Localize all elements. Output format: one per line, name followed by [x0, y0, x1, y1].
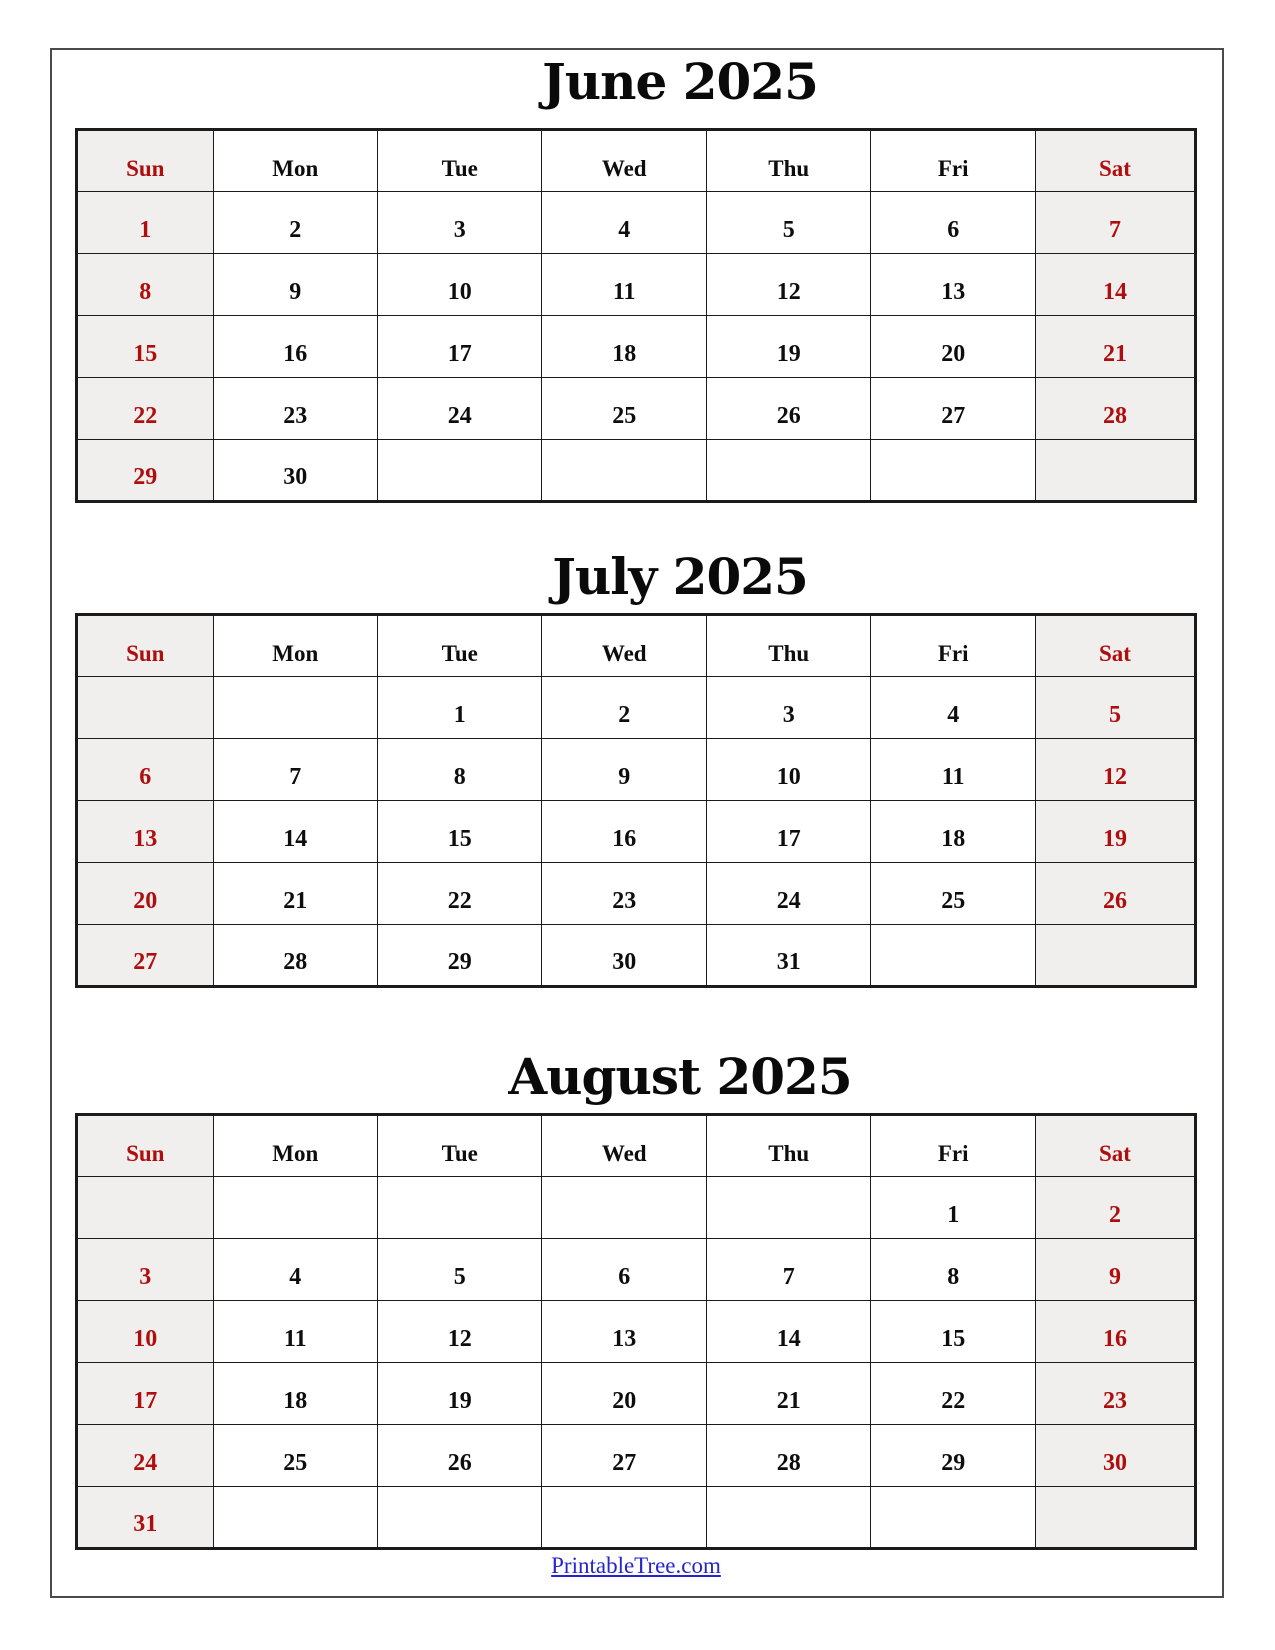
- day-cell: 1: [378, 677, 542, 739]
- day-cell-empty: [77, 1177, 214, 1239]
- weekday-header-tue: Tue: [378, 130, 542, 192]
- weekday-header-fri: Fri: [871, 615, 1035, 677]
- weekday-header-sun: Sun: [77, 130, 214, 192]
- month-title: July 2025: [552, 547, 808, 606]
- day-cell: 24: [378, 378, 542, 440]
- footer-site-link[interactable]: PrintableTree.com: [551, 1553, 721, 1578]
- month-section: [75, 52, 1197, 503]
- day-cell: 30: [1035, 1425, 1195, 1487]
- day-cell: 19: [706, 316, 870, 378]
- day-cell: 2: [542, 677, 706, 739]
- day-cell: 1: [77, 192, 214, 254]
- day-cell: 14: [706, 1301, 870, 1363]
- day-cell-empty: [542, 1177, 706, 1239]
- weekday-header-thu: Thu: [706, 1115, 870, 1177]
- day-cell: 22: [378, 863, 542, 925]
- weekday-header-row: [77, 615, 1196, 677]
- day-cell-empty: [1035, 1487, 1195, 1549]
- month-title: June 2025: [542, 52, 818, 111]
- weekday-header-tue: Tue: [378, 1115, 542, 1177]
- weekday-header-sat: Sat: [1035, 615, 1195, 677]
- day-cell-empty: [871, 1487, 1035, 1549]
- day-cell: 10: [77, 1301, 214, 1363]
- day-cell: 6: [77, 739, 214, 801]
- day-cell-empty: [213, 1487, 377, 1549]
- day-cell: 29: [77, 440, 214, 502]
- day-cell: 9: [1035, 1239, 1195, 1301]
- day-cell-empty: [378, 1487, 542, 1549]
- weekday-header-sun: Sun: [77, 1115, 214, 1177]
- day-cell: 25: [871, 863, 1035, 925]
- week-row: [77, 192, 1196, 254]
- day-cell: 21: [1035, 316, 1195, 378]
- day-cell: 5: [378, 1239, 542, 1301]
- weekday-header-mon: Mon: [213, 1115, 377, 1177]
- day-cell-empty: [378, 440, 542, 502]
- weekday-header-thu: Thu: [706, 615, 870, 677]
- day-cell-empty: [378, 1177, 542, 1239]
- month-section: [75, 547, 1197, 988]
- day-cell: 17: [77, 1363, 214, 1425]
- day-cell: 24: [706, 863, 870, 925]
- day-cell: 8: [77, 254, 214, 316]
- weekday-header-sun: Sun: [77, 615, 214, 677]
- day-cell: 28: [213, 925, 377, 987]
- week-row: [77, 1487, 1196, 1549]
- weekday-header-sat: Sat: [1035, 130, 1195, 192]
- week-row: [77, 1239, 1196, 1301]
- month-title: August 2025: [508, 1047, 852, 1106]
- week-row: [77, 863, 1196, 925]
- day-cell: 13: [77, 801, 214, 863]
- day-cell-empty: [542, 440, 706, 502]
- month-table: [75, 1113, 1197, 1550]
- day-cell: 8: [378, 739, 542, 801]
- day-cell: 17: [706, 801, 870, 863]
- day-cell: 7: [213, 739, 377, 801]
- months-container: [75, 52, 1197, 1550]
- day-cell: 18: [213, 1363, 377, 1425]
- day-cell: 10: [378, 254, 542, 316]
- page-content: [52, 52, 1222, 1584]
- day-cell: 11: [542, 254, 706, 316]
- day-cell-empty: [1035, 925, 1195, 987]
- day-cell-empty: [706, 1177, 870, 1239]
- weekday-header-sat: Sat: [1035, 1115, 1195, 1177]
- day-cell: 11: [871, 739, 1035, 801]
- week-row: [77, 378, 1196, 440]
- day-cell: 10: [706, 739, 870, 801]
- month-table: [75, 613, 1197, 988]
- day-cell: 12: [378, 1301, 542, 1363]
- day-cell: 17: [378, 316, 542, 378]
- day-cell: 27: [542, 1425, 706, 1487]
- day-cell-empty: [1035, 440, 1195, 502]
- footer: [75, 1551, 1197, 1584]
- day-cell: 27: [871, 378, 1035, 440]
- day-cell: 7: [706, 1239, 870, 1301]
- day-cell: 28: [1035, 378, 1195, 440]
- day-cell: 12: [1035, 739, 1195, 801]
- week-row: [77, 1425, 1196, 1487]
- day-cell: 19: [1035, 801, 1195, 863]
- day-cell-empty: [213, 677, 377, 739]
- day-cell: 29: [871, 1425, 1035, 1487]
- weekday-header-fri: Fri: [871, 1115, 1035, 1177]
- day-cell-empty: [871, 440, 1035, 502]
- day-cell: 26: [1035, 863, 1195, 925]
- day-cell: 23: [542, 863, 706, 925]
- day-cell: 21: [706, 1363, 870, 1425]
- day-cell: 22: [871, 1363, 1035, 1425]
- weekday-header-wed: Wed: [542, 615, 706, 677]
- day-cell: 12: [706, 254, 870, 316]
- day-cell: 18: [871, 801, 1035, 863]
- day-cell: 4: [871, 677, 1035, 739]
- day-cell: 18: [542, 316, 706, 378]
- day-cell: 5: [1035, 677, 1195, 739]
- day-cell: 3: [706, 677, 870, 739]
- day-cell: 1: [871, 1177, 1035, 1239]
- week-row: [77, 925, 1196, 987]
- day-cell-empty: [706, 1487, 870, 1549]
- page-frame: [50, 48, 1224, 1598]
- day-cell: 25: [542, 378, 706, 440]
- weekday-header-thu: Thu: [706, 130, 870, 192]
- day-cell: 15: [871, 1301, 1035, 1363]
- day-cell: 9: [542, 739, 706, 801]
- weekday-header-mon: Mon: [213, 615, 377, 677]
- day-cell: 20: [871, 316, 1035, 378]
- day-cell: 28: [706, 1425, 870, 1487]
- day-cell: 9: [213, 254, 377, 316]
- week-row: [77, 677, 1196, 739]
- day-cell: 23: [1035, 1363, 1195, 1425]
- day-cell: 26: [378, 1425, 542, 1487]
- week-row: [77, 1301, 1196, 1363]
- day-cell: 31: [77, 1487, 214, 1549]
- week-row: [77, 1177, 1196, 1239]
- weekday-header-tue: Tue: [378, 615, 542, 677]
- day-cell: 2: [1035, 1177, 1195, 1239]
- day-cell: 4: [542, 192, 706, 254]
- week-row: [77, 1363, 1196, 1425]
- day-cell-empty: [77, 677, 214, 739]
- day-cell: 14: [1035, 254, 1195, 316]
- day-cell: 2: [213, 192, 377, 254]
- day-cell: 8: [871, 1239, 1035, 1301]
- day-cell: 15: [378, 801, 542, 863]
- day-cell: 13: [871, 254, 1035, 316]
- day-cell: 7: [1035, 192, 1195, 254]
- day-cell: 19: [378, 1363, 542, 1425]
- day-cell-empty: [706, 440, 870, 502]
- day-cell-empty: [542, 1487, 706, 1549]
- weekday-header-row: [77, 1115, 1196, 1177]
- weekday-header-row: [77, 130, 1196, 192]
- day-cell: 16: [542, 801, 706, 863]
- day-cell: 3: [378, 192, 542, 254]
- week-row: [77, 316, 1196, 378]
- week-row: [77, 440, 1196, 502]
- weekday-header-fri: Fri: [871, 130, 1035, 192]
- day-cell: 4: [213, 1239, 377, 1301]
- weekday-header-wed: Wed: [542, 130, 706, 192]
- day-cell: 6: [871, 192, 1035, 254]
- day-cell: 5: [706, 192, 870, 254]
- month-section: [75, 1047, 1197, 1550]
- day-cell: 15: [77, 316, 214, 378]
- day-cell-empty: [871, 925, 1035, 987]
- day-cell: 13: [542, 1301, 706, 1363]
- day-cell: 24: [77, 1425, 214, 1487]
- week-row: [77, 739, 1196, 801]
- day-cell: 11: [213, 1301, 377, 1363]
- day-cell: 27: [77, 925, 214, 987]
- month-table: [75, 128, 1197, 503]
- day-cell: 31: [706, 925, 870, 987]
- day-cell: 30: [542, 925, 706, 987]
- day-cell: 23: [213, 378, 377, 440]
- day-cell-empty: [213, 1177, 377, 1239]
- day-cell: 16: [213, 316, 377, 378]
- weekday-header-wed: Wed: [542, 1115, 706, 1177]
- weekday-header-mon: Mon: [213, 130, 377, 192]
- day-cell: 26: [706, 378, 870, 440]
- day-cell: 21: [213, 863, 377, 925]
- week-row: [77, 801, 1196, 863]
- day-cell: 3: [77, 1239, 214, 1301]
- day-cell: 30: [213, 440, 377, 502]
- day-cell: 14: [213, 801, 377, 863]
- day-cell: 6: [542, 1239, 706, 1301]
- day-cell: 20: [77, 863, 214, 925]
- day-cell: 20: [542, 1363, 706, 1425]
- week-row: [77, 254, 1196, 316]
- day-cell: 25: [213, 1425, 377, 1487]
- day-cell: 16: [1035, 1301, 1195, 1363]
- day-cell: 22: [77, 378, 214, 440]
- day-cell: 29: [378, 925, 542, 987]
